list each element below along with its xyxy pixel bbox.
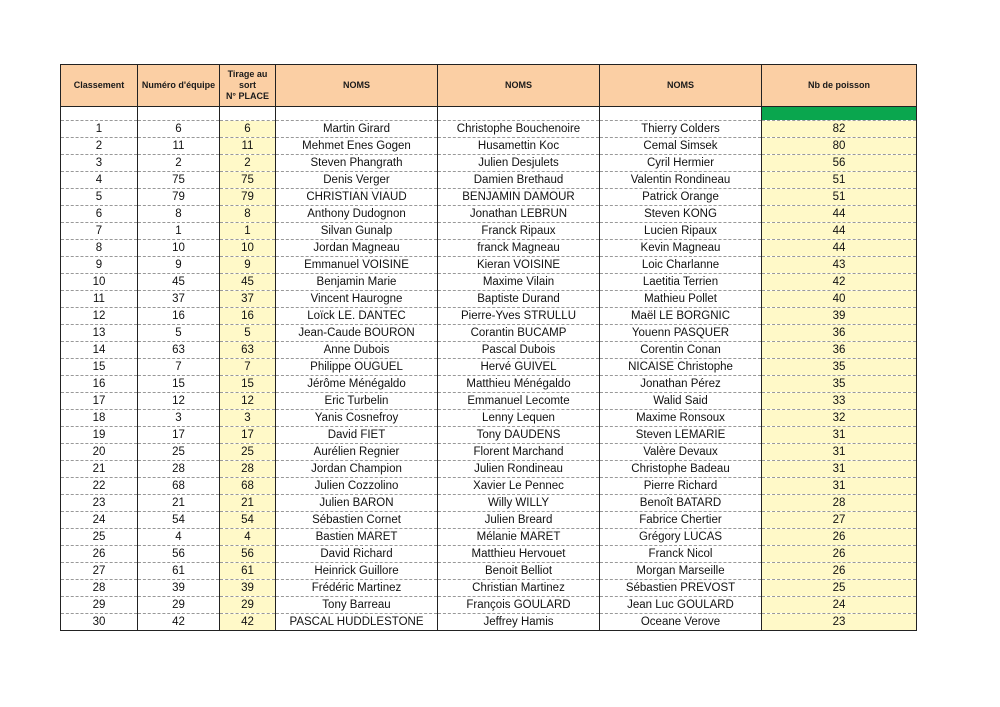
cell-nom-3: Corentin Conan — [600, 342, 762, 359]
cell-nom-1: Frédéric Martinez — [276, 580, 438, 597]
cell-nom-3: Loic Charlanne — [600, 257, 762, 274]
cell-nom-1: Aurélien Regnier — [276, 444, 438, 461]
cell-nb-poisson: 27 — [762, 512, 917, 529]
cell-nom-2: Jeffrey Hamis — [438, 614, 600, 631]
cell-nom-1: CHRISTIAN VIAUD — [276, 189, 438, 206]
cell-nom-2: Pascal Dubois — [438, 342, 600, 359]
cell-nb-poisson: 31 — [762, 427, 917, 444]
cell-nom-3: Kevin Magneau — [600, 240, 762, 257]
cell-classement: 22 — [61, 478, 138, 495]
cell-classement: 19 — [61, 427, 138, 444]
cell-nb-poisson: 35 — [762, 376, 917, 393]
spacer-cell — [220, 107, 276, 121]
table-row — [61, 138, 917, 155]
table-row — [61, 240, 917, 257]
cell-place: 16 — [220, 308, 276, 325]
cell-classement: 29 — [61, 597, 138, 614]
cell-nom-2: Jonathan LEBRUN — [438, 206, 600, 223]
cell-numero-equipe: 42 — [138, 614, 220, 631]
cell-nom-2: Benoit Belliot — [438, 563, 600, 580]
cell-nb-poisson: 23 — [762, 614, 917, 631]
cell-place: 8 — [220, 206, 276, 223]
cell-classement: 6 — [61, 206, 138, 223]
cell-place: 42 — [220, 614, 276, 631]
cell-nb-poisson: 51 — [762, 172, 917, 189]
table-row — [61, 172, 917, 189]
cell-nom-3: Lucien Ripaux — [600, 223, 762, 240]
cell-nom-1: Anthony Dudognon — [276, 206, 438, 223]
table-row — [61, 478, 917, 495]
cell-place: 3 — [220, 410, 276, 427]
cell-numero-equipe: 7 — [138, 359, 220, 376]
cell-place: 12 — [220, 393, 276, 410]
cell-nom-2: Julien Desjulets — [438, 155, 600, 172]
cell-numero-equipe: 68 — [138, 478, 220, 495]
cell-numero-equipe: 28 — [138, 461, 220, 478]
cell-classement: 5 — [61, 189, 138, 206]
cell-nom-1: Yanis Cosnefroy — [276, 410, 438, 427]
table-row — [61, 410, 917, 427]
cell-classement: 17 — [61, 393, 138, 410]
cell-classement: 10 — [61, 274, 138, 291]
cell-nb-poisson: 36 — [762, 325, 917, 342]
cell-nom-2: Julien Breard — [438, 512, 600, 529]
cell-nom-2: Lenny Lequen — [438, 410, 600, 427]
cell-nom-2: Mélanie MARET — [438, 529, 600, 546]
cell-nom-2: Willy WILLY — [438, 495, 600, 512]
cell-place: 79 — [220, 189, 276, 206]
cell-numero-equipe: 21 — [138, 495, 220, 512]
table-row — [61, 206, 917, 223]
cell-nom-3: Grégory LUCAS — [600, 529, 762, 546]
cell-classement: 26 — [61, 546, 138, 563]
table-row — [61, 376, 917, 393]
cell-classement: 2 — [61, 138, 138, 155]
cell-numero-equipe: 45 — [138, 274, 220, 291]
cell-nom-1: Vincent Haurogne — [276, 291, 438, 308]
cell-nb-poisson: 33 — [762, 393, 917, 410]
cell-nom-1: Heinrick Guillore — [276, 563, 438, 580]
cell-nom-3: Franck Nicol — [600, 546, 762, 563]
cell-nom-2: Xavier Le Pennec — [438, 478, 600, 495]
cell-place: 29 — [220, 597, 276, 614]
cell-numero-equipe: 5 — [138, 325, 220, 342]
cell-nom-1: David FIET — [276, 427, 438, 444]
cell-place: 63 — [220, 342, 276, 359]
cell-place: 11 — [220, 138, 276, 155]
cell-nom-3: Youenn PASQUER — [600, 325, 762, 342]
spacer-cell — [600, 107, 762, 121]
cell-numero-equipe: 79 — [138, 189, 220, 206]
cell-classement: 15 — [61, 359, 138, 376]
cell-nom-3: Sébastien PREVOST — [600, 580, 762, 597]
cell-numero-equipe: 2 — [138, 155, 220, 172]
cell-classement: 1 — [61, 121, 138, 138]
cell-nom-1: Eric Turbelin — [276, 393, 438, 410]
cell-nb-poisson: 56 — [762, 155, 917, 172]
cell-numero-equipe: 61 — [138, 563, 220, 580]
header-noms-3: NOMS — [600, 65, 762, 107]
cell-nom-2: Christian Martinez — [438, 580, 600, 597]
cell-nom-3: Valentin Rondineau — [600, 172, 762, 189]
spacer-row — [61, 107, 917, 121]
cell-nom-3: Cyril Hermier — [600, 155, 762, 172]
table-row — [61, 325, 917, 342]
header-noms-1: NOMS — [276, 65, 438, 107]
cell-numero-equipe: 37 — [138, 291, 220, 308]
cell-nb-poisson: 32 — [762, 410, 917, 427]
cell-nb-poisson: 43 — [762, 257, 917, 274]
table-row — [61, 546, 917, 563]
cell-nb-poisson: 51 — [762, 189, 917, 206]
cell-nb-poisson: 31 — [762, 444, 917, 461]
cell-classement: 16 — [61, 376, 138, 393]
table-row — [61, 291, 917, 308]
cell-nom-1: Tony Barreau — [276, 597, 438, 614]
cell-nb-poisson: 82 — [762, 121, 917, 138]
cell-numero-equipe: 75 — [138, 172, 220, 189]
cell-place: 4 — [220, 529, 276, 546]
cell-nom-2: Franck Ripaux — [438, 223, 600, 240]
table-row — [61, 529, 917, 546]
spacer-cell — [61, 107, 138, 121]
cell-nom-1: Philippe OUGUEL — [276, 359, 438, 376]
cell-classement: 11 — [61, 291, 138, 308]
cell-nom-3: Pierre Richard — [600, 478, 762, 495]
cell-nb-poisson: 26 — [762, 546, 917, 563]
cell-nb-poisson: 26 — [762, 529, 917, 546]
cell-nom-1: Loïck LE. DANTEC — [276, 308, 438, 325]
cell-nom-2: Maxime Vilain — [438, 274, 600, 291]
table-row — [61, 155, 917, 172]
cell-nom-3: Fabrice Chertier — [600, 512, 762, 529]
table-row — [61, 308, 917, 325]
table-row — [61, 121, 917, 138]
cell-numero-equipe: 9 — [138, 257, 220, 274]
cell-nom-2: François GOULARD — [438, 597, 600, 614]
cell-classement: 30 — [61, 614, 138, 631]
cell-nb-poisson: 40 — [762, 291, 917, 308]
cell-classement: 25 — [61, 529, 138, 546]
cell-nom-3: Patrick Orange — [600, 189, 762, 206]
cell-numero-equipe: 17 — [138, 427, 220, 444]
cell-nom-3: Maël LE BORGNIC — [600, 308, 762, 325]
cell-nb-poisson: 36 — [762, 342, 917, 359]
cell-classement: 18 — [61, 410, 138, 427]
cell-numero-equipe: 39 — [138, 580, 220, 597]
cell-nb-poisson: 44 — [762, 240, 917, 257]
cell-nom-3: Valère Devaux — [600, 444, 762, 461]
cell-place: 9 — [220, 257, 276, 274]
cell-nom-2: Husamettin Koc — [438, 138, 600, 155]
cell-numero-equipe: 56 — [138, 546, 220, 563]
cell-nom-1: Sébastien Cornet — [276, 512, 438, 529]
cell-place: 15 — [220, 376, 276, 393]
cell-nb-poisson: 28 — [762, 495, 917, 512]
cell-place: 21 — [220, 495, 276, 512]
cell-nom-2: Tony DAUDENS — [438, 427, 600, 444]
cell-classement: 14 — [61, 342, 138, 359]
table-row — [61, 461, 917, 478]
cell-classement: 13 — [61, 325, 138, 342]
cell-classement: 8 — [61, 240, 138, 257]
spacer-cell — [438, 107, 600, 121]
cell-classement: 27 — [61, 563, 138, 580]
cell-numero-equipe: 11 — [138, 138, 220, 155]
cell-nom-1: Emmanuel VOISINE — [276, 257, 438, 274]
cell-nom-2: Baptiste Durand — [438, 291, 600, 308]
cell-place: 45 — [220, 274, 276, 291]
cell-nb-poisson: 26 — [762, 563, 917, 580]
table-row — [61, 189, 917, 206]
cell-nom-2: BENJAMIN DAMOUR — [438, 189, 600, 206]
header-numero-equipe: Numéro d'équipe — [138, 65, 220, 107]
cell-nom-1: Silvan Gunalp — [276, 223, 438, 240]
cell-nom-3: Walid Said — [600, 393, 762, 410]
cell-nom-1: Benjamin Marie — [276, 274, 438, 291]
cell-nb-poisson: 44 — [762, 223, 917, 240]
cell-nom-1: Mehmet Enes Gogen — [276, 138, 438, 155]
cell-numero-equipe: 15 — [138, 376, 220, 393]
cell-nb-poisson: 35 — [762, 359, 917, 376]
header-nb-poisson: Nb de poisson — [762, 65, 917, 107]
cell-nom-1: Jordan Magneau — [276, 240, 438, 257]
header-noms-2: NOMS — [438, 65, 600, 107]
cell-place: 10 — [220, 240, 276, 257]
cell-place: 6 — [220, 121, 276, 138]
cell-nom-3: Steven LEMARIE — [600, 427, 762, 444]
cell-numero-equipe: 3 — [138, 410, 220, 427]
cell-numero-equipe: 6 — [138, 121, 220, 138]
cell-numero-equipe: 12 — [138, 393, 220, 410]
cell-place: 5 — [220, 325, 276, 342]
table-row — [61, 563, 917, 580]
cell-nom-1: Jérôme Ménégaldo — [276, 376, 438, 393]
cell-nom-3: Jonathan Pérez — [600, 376, 762, 393]
cell-nom-1: Jordan Champion — [276, 461, 438, 478]
cell-nom-2: Matthieu Ménégaldo — [438, 376, 600, 393]
cell-classement: 7 — [61, 223, 138, 240]
green-marker-cell — [762, 107, 917, 121]
cell-nb-poisson: 42 — [762, 274, 917, 291]
cell-nb-poisson: 39 — [762, 308, 917, 325]
cell-nom-2: Emmanuel Lecomte — [438, 393, 600, 410]
cell-numero-equipe: 4 — [138, 529, 220, 546]
cell-nom-3: Laetitia Terrien — [600, 274, 762, 291]
cell-nom-3: Christophe Badeau — [600, 461, 762, 478]
cell-place: 75 — [220, 172, 276, 189]
cell-nom-2: Damien Brethaud — [438, 172, 600, 189]
cell-nom-3: NICAISE Christophe — [600, 359, 762, 376]
header-classement: Classement — [61, 65, 138, 107]
table-row — [61, 444, 917, 461]
cell-nom-2: franck Magneau — [438, 240, 600, 257]
cell-nb-poisson: 80 — [762, 138, 917, 155]
cell-nb-poisson: 25 — [762, 580, 917, 597]
cell-nom-2: Corantin BUCAMP — [438, 325, 600, 342]
cell-nom-1: Martin Girard — [276, 121, 438, 138]
table-row — [61, 614, 917, 631]
cell-nom-3: Morgan Marseille — [600, 563, 762, 580]
cell-nom-2: Kieran VOISINE — [438, 257, 600, 274]
cell-nom-1: Julien BARON — [276, 495, 438, 512]
cell-nom-1: Steven Phangrath — [276, 155, 438, 172]
table-row — [61, 427, 917, 444]
cell-nom-3: Cemal Simsek — [600, 138, 762, 155]
cell-place: 61 — [220, 563, 276, 580]
cell-nb-poisson: 31 — [762, 461, 917, 478]
cell-nom-3: Jean Luc GOULARD — [600, 597, 762, 614]
cell-classement: 12 — [61, 308, 138, 325]
cell-nom-3: Oceane Verove — [600, 614, 762, 631]
header-row — [61, 65, 917, 107]
cell-classement: 21 — [61, 461, 138, 478]
cell-numero-equipe: 1 — [138, 223, 220, 240]
table-row — [61, 495, 917, 512]
cell-nb-poisson: 44 — [762, 206, 917, 223]
table-row — [61, 274, 917, 291]
cell-numero-equipe: 10 — [138, 240, 220, 257]
table-row — [61, 359, 917, 376]
cell-place: 37 — [220, 291, 276, 308]
cell-classement: 4 — [61, 172, 138, 189]
header-tirage-line2: sort — [238, 80, 256, 90]
cell-nb-poisson: 31 — [762, 478, 917, 495]
cell-nb-poisson: 24 — [762, 597, 917, 614]
table-row — [61, 512, 917, 529]
cell-place: 56 — [220, 546, 276, 563]
cell-nom-3: Mathieu Pollet — [600, 291, 762, 308]
cell-nom-2: Hervé GUIVEL — [438, 359, 600, 376]
cell-classement: 24 — [61, 512, 138, 529]
cell-numero-equipe: 54 — [138, 512, 220, 529]
cell-place: 1 — [220, 223, 276, 240]
cell-place: 28 — [220, 461, 276, 478]
cell-place: 68 — [220, 478, 276, 495]
cell-nom-3: Steven KONG — [600, 206, 762, 223]
table-row — [61, 342, 917, 359]
header-tirage-line3: N° PLACE — [225, 91, 270, 101]
cell-nom-2: Matthieu Hervouet — [438, 546, 600, 563]
cell-nom-3: Thierry Colders — [600, 121, 762, 138]
cell-classement: 9 — [61, 257, 138, 274]
cell-numero-equipe: 63 — [138, 342, 220, 359]
cell-place: 17 — [220, 427, 276, 444]
cell-place: 54 — [220, 512, 276, 529]
cell-place: 7 — [220, 359, 276, 376]
ranking-table — [60, 64, 917, 631]
cell-nom-1: Jean-Caude BOURON — [276, 325, 438, 342]
cell-place: 39 — [220, 580, 276, 597]
header-tirage-place — [220, 65, 276, 107]
cell-nom-1: PASCAL HUDDLESTONE — [276, 614, 438, 631]
cell-place: 25 — [220, 444, 276, 461]
cell-nom-3: Maxime Ronsoux — [600, 410, 762, 427]
cell-nom-1: Denis Verger — [276, 172, 438, 189]
cell-nom-2: Julien Rondineau — [438, 461, 600, 478]
cell-nom-2: Florent Marchand — [438, 444, 600, 461]
cell-numero-equipe: 29 — [138, 597, 220, 614]
table-row — [61, 597, 917, 614]
table-row — [61, 223, 917, 240]
cell-classement: 28 — [61, 580, 138, 597]
cell-nom-3: Benoît BATARD — [600, 495, 762, 512]
cell-nom-1: David Richard — [276, 546, 438, 563]
cell-nom-1: Anne Dubois — [276, 342, 438, 359]
cell-numero-equipe: 16 — [138, 308, 220, 325]
cell-place: 2 — [220, 155, 276, 172]
cell-numero-equipe: 25 — [138, 444, 220, 461]
cell-classement: 3 — [61, 155, 138, 172]
cell-nom-2: Christophe Bouchenoire — [438, 121, 600, 138]
header-tirage-line1: Tirage au — [227, 69, 268, 79]
cell-classement: 23 — [61, 495, 138, 512]
cell-numero-equipe: 8 — [138, 206, 220, 223]
cell-nom-1: Julien Cozzolino — [276, 478, 438, 495]
spacer-cell — [276, 107, 438, 121]
cell-nom-2: Pierre-Yves STRULLU — [438, 308, 600, 325]
spacer-cell — [138, 107, 220, 121]
cell-nom-1: Bastien MARET — [276, 529, 438, 546]
table-row — [61, 393, 917, 410]
cell-classement: 20 — [61, 444, 138, 461]
table-row — [61, 257, 917, 274]
table-row — [61, 580, 917, 597]
